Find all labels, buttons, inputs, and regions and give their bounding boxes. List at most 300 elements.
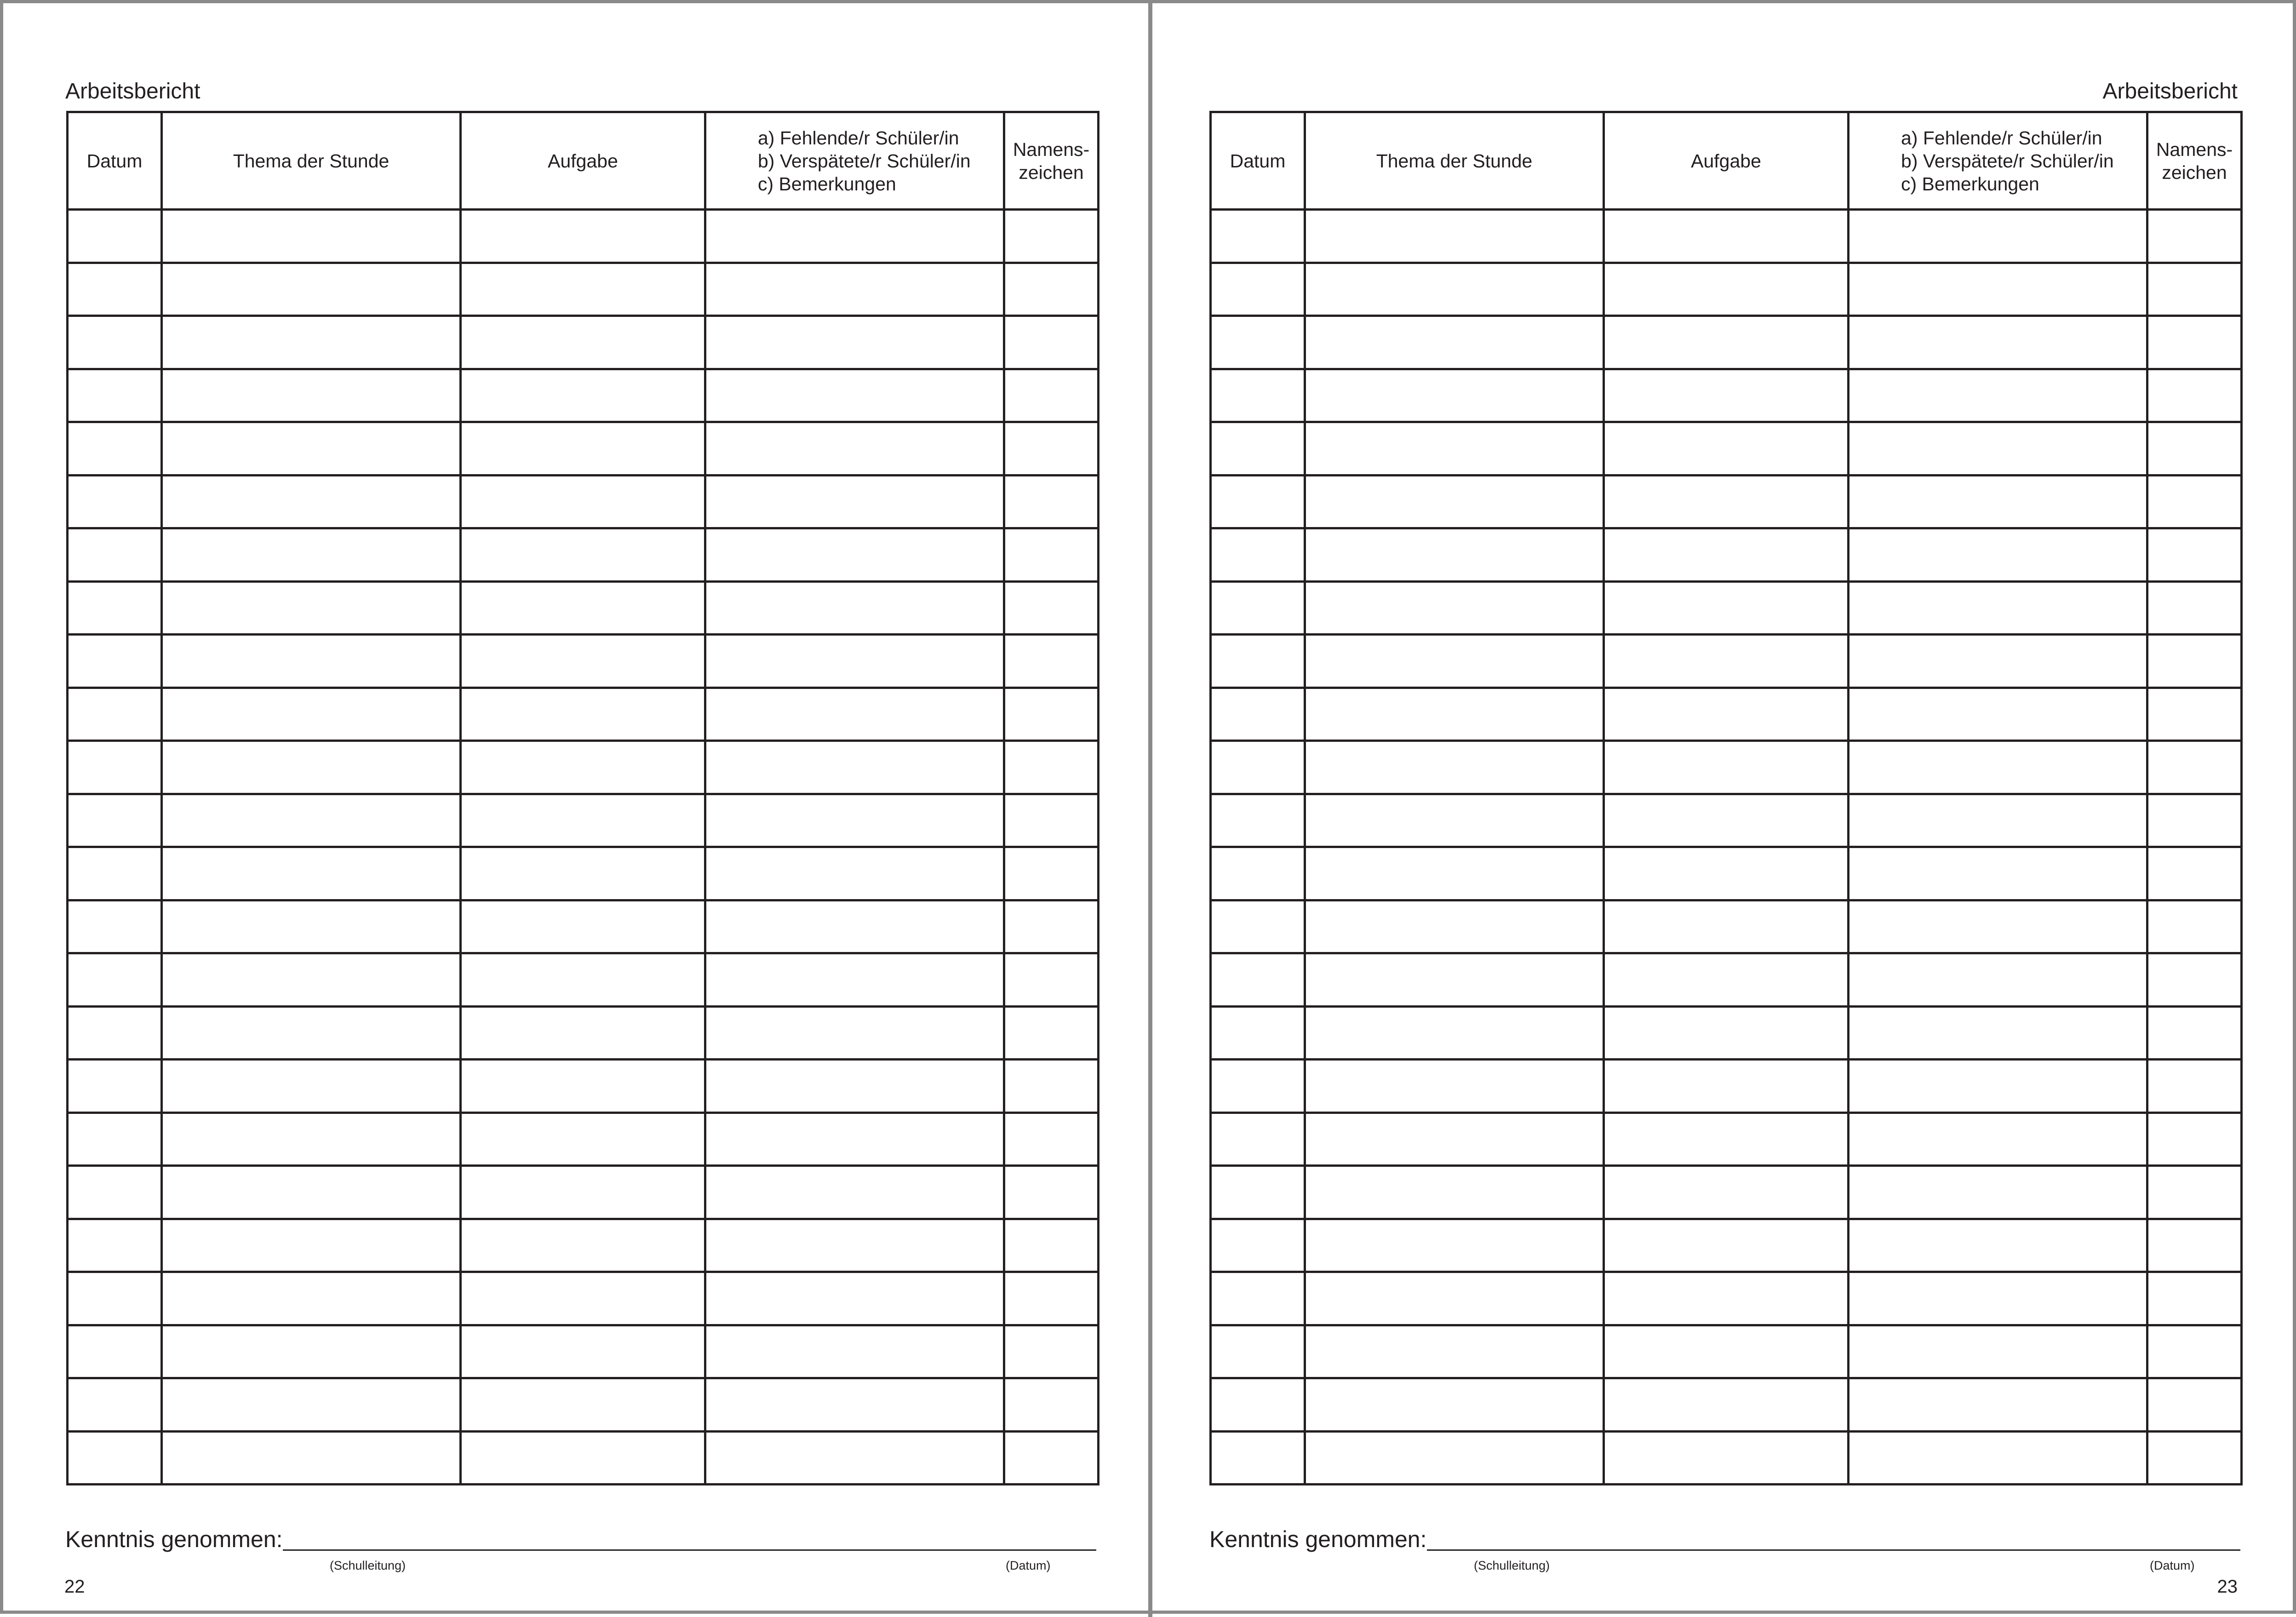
cell-datum[interactable] xyxy=(1211,316,1305,369)
cell-aufgabe[interactable] xyxy=(461,1325,705,1378)
cell-notes[interactable] xyxy=(1849,1272,2147,1325)
cell-notes[interactable] xyxy=(1849,1431,2147,1485)
cell-thema[interactable] xyxy=(162,1219,461,1272)
cell-datum[interactable] xyxy=(1211,581,1305,635)
cell-aufgabe[interactable] xyxy=(461,422,705,476)
signature-caption-school: (Schulleitung) xyxy=(1474,1559,1550,1572)
cell-namenszeichen[interactable] xyxy=(2147,635,2242,688)
cell-namenszeichen[interactable] xyxy=(2147,422,2242,476)
cell-aufgabe[interactable] xyxy=(461,528,705,582)
cell-notes[interactable] xyxy=(705,263,1004,316)
cell-aufgabe[interactable] xyxy=(1604,1219,1849,1272)
cell-aufgabe[interactable] xyxy=(1604,794,1849,847)
cell-notes[interactable] xyxy=(1849,475,2147,528)
cell-namenszeichen[interactable] xyxy=(1004,1272,1099,1325)
cell-notes[interactable] xyxy=(1849,316,2147,369)
table-row xyxy=(68,1060,1099,1113)
cell-aufgabe[interactable] xyxy=(461,1112,705,1166)
acknowledgement-area xyxy=(1209,1525,2240,1576)
cell-datum[interactable] xyxy=(1211,1006,1305,1060)
cell-datum[interactable] xyxy=(68,581,162,635)
cell-thema[interactable] xyxy=(1305,900,1604,953)
cell-notes[interactable] xyxy=(1849,528,2147,582)
cell-notes[interactable] xyxy=(705,528,1004,582)
cell-thema[interactable] xyxy=(162,1378,461,1432)
cell-thema[interactable] xyxy=(1305,1006,1604,1060)
signature-caption-school: (Schulleitung) xyxy=(330,1559,406,1572)
cell-thema[interactable] xyxy=(162,422,461,476)
cell-thema[interactable] xyxy=(1305,1112,1604,1166)
cell-aufgabe[interactable] xyxy=(1604,316,1849,369)
cell-namenszeichen[interactable] xyxy=(1004,635,1099,688)
acknowledgement-label: Kenntnis genommen: xyxy=(1209,1526,1427,1552)
column-header-namenszeichen xyxy=(2147,112,2242,210)
cell-datum[interactable] xyxy=(1211,1325,1305,1378)
table-row xyxy=(1211,1325,2242,1378)
table-row xyxy=(68,1006,1099,1060)
cell-aufgabe[interactable] xyxy=(1604,475,1849,528)
cell-thema[interactable] xyxy=(162,1272,461,1325)
cell-datum[interactable] xyxy=(1211,1112,1305,1166)
cell-aufgabe[interactable] xyxy=(461,1006,705,1060)
cell-namenszeichen[interactable] xyxy=(2147,741,2242,794)
table-row xyxy=(68,1166,1099,1219)
cell-thema[interactable] xyxy=(162,263,461,316)
column-header-aufgabe: Aufgabe xyxy=(1604,112,1849,210)
cell-datum[interactable] xyxy=(1211,1219,1305,1272)
cell-thema[interactable] xyxy=(1305,635,1604,688)
cell-aufgabe[interactable] xyxy=(1604,1378,1849,1432)
cell-namenszeichen[interactable] xyxy=(1004,263,1099,316)
cell-namenszeichen[interactable] xyxy=(1004,581,1099,635)
cell-datum[interactable] xyxy=(1211,1166,1305,1219)
cell-datum[interactable] xyxy=(68,1166,162,1219)
table-row xyxy=(1211,900,2242,953)
cell-thema[interactable] xyxy=(1305,581,1604,635)
cell-aufgabe[interactable] xyxy=(1604,1272,1849,1325)
cell-datum[interactable] xyxy=(1211,1060,1305,1113)
cell-aufgabe[interactable] xyxy=(1604,1325,1849,1378)
table-row xyxy=(1211,1112,2242,1166)
cell-datum[interactable] xyxy=(68,475,162,528)
notes-line-c: c) Bemerkungen xyxy=(758,173,896,195)
column-header-notes xyxy=(705,112,1004,210)
cell-datum[interactable] xyxy=(1211,635,1305,688)
cell-notes[interactable] xyxy=(705,422,1004,476)
signature-line[interactable] xyxy=(1427,1549,2240,1551)
namenszeichen-line-2: zeichen xyxy=(1019,161,1084,183)
cell-thema[interactable] xyxy=(1305,1272,1604,1325)
table-row xyxy=(68,847,1099,900)
cell-namenszeichen[interactable] xyxy=(1004,422,1099,476)
table-header-row xyxy=(1211,112,2242,210)
cell-namenszeichen[interactable] xyxy=(1004,1112,1099,1166)
cell-namenszeichen[interactable] xyxy=(2147,1378,2242,1432)
cell-aufgabe[interactable] xyxy=(461,900,705,953)
cell-aufgabe[interactable] xyxy=(1604,741,1849,794)
table-row xyxy=(68,581,1099,635)
acknowledgement-area xyxy=(65,1525,1096,1576)
cell-thema[interactable] xyxy=(1305,953,1604,1007)
cell-notes[interactable] xyxy=(1849,1325,2147,1378)
cell-datum[interactable] xyxy=(1211,210,1305,263)
cell-datum[interactable] xyxy=(68,1112,162,1166)
cell-notes[interactable] xyxy=(1849,1006,2147,1060)
cell-thema[interactable] xyxy=(162,1112,461,1166)
cell-thema[interactable] xyxy=(1305,263,1604,316)
table-row xyxy=(1211,422,2242,476)
table-row xyxy=(1211,688,2242,741)
cell-notes[interactable] xyxy=(705,1006,1004,1060)
cell-datum[interactable] xyxy=(68,1272,162,1325)
cell-notes[interactable] xyxy=(1849,900,2147,953)
cell-namenszeichen[interactable] xyxy=(1004,528,1099,582)
cell-thema[interactable] xyxy=(162,1060,461,1113)
table-row xyxy=(68,210,1099,263)
table-row xyxy=(1211,528,2242,582)
cell-thema[interactable] xyxy=(162,635,461,688)
cell-notes[interactable] xyxy=(1849,422,2147,476)
cell-thema[interactable] xyxy=(1305,210,1604,263)
table-row xyxy=(68,369,1099,422)
cell-datum[interactable] xyxy=(1211,263,1305,316)
cell-aufgabe[interactable] xyxy=(461,1166,705,1219)
column-header-notes xyxy=(1849,112,2147,210)
cell-datum[interactable] xyxy=(68,794,162,847)
cell-notes[interactable] xyxy=(705,1431,1004,1485)
cell-aufgabe[interactable] xyxy=(1604,1006,1849,1060)
cell-notes[interactable] xyxy=(1849,847,2147,900)
cell-notes[interactable] xyxy=(1849,210,2147,263)
cell-datum[interactable] xyxy=(68,1325,162,1378)
cell-datum[interactable] xyxy=(1211,688,1305,741)
column-header-thema: Thema der Stunde xyxy=(162,112,461,210)
cell-datum[interactable] xyxy=(1211,953,1305,1007)
cell-namenszeichen[interactable] xyxy=(2147,1166,2242,1219)
cell-datum[interactable] xyxy=(68,1219,162,1272)
cell-datum[interactable] xyxy=(1211,422,1305,476)
cell-namenszeichen[interactable] xyxy=(1004,1219,1099,1272)
cell-datum[interactable] xyxy=(1211,1272,1305,1325)
cell-aufgabe[interactable] xyxy=(461,369,705,422)
table-row xyxy=(1211,1272,2242,1325)
cell-namenszeichen[interactable] xyxy=(2147,900,2242,953)
cell-aufgabe[interactable] xyxy=(1604,422,1849,476)
notes-line-b: b) Verspätete/r Schüler/in xyxy=(758,150,971,172)
cell-notes[interactable] xyxy=(1849,741,2147,794)
cell-thema[interactable] xyxy=(1305,1378,1604,1432)
cell-aufgabe[interactable] xyxy=(461,1060,705,1113)
table-row xyxy=(1211,741,2242,794)
table-row xyxy=(1211,475,2242,528)
cell-aufgabe[interactable] xyxy=(1604,688,1849,741)
cell-namenszeichen[interactable] xyxy=(1004,316,1099,369)
cell-datum[interactable] xyxy=(68,1378,162,1432)
cell-namenszeichen[interactable] xyxy=(2147,688,2242,741)
cell-datum[interactable] xyxy=(1211,1378,1305,1432)
cell-thema[interactable] xyxy=(162,316,461,369)
cell-datum[interactable] xyxy=(68,741,162,794)
cell-aufgabe[interactable] xyxy=(1604,1166,1849,1219)
cell-notes[interactable] xyxy=(1849,1112,2147,1166)
cell-aufgabe[interactable] xyxy=(461,1272,705,1325)
cell-thema[interactable] xyxy=(1305,528,1604,582)
cell-namenszeichen[interactable] xyxy=(1004,210,1099,263)
cell-notes[interactable] xyxy=(705,316,1004,369)
cell-namenszeichen[interactable] xyxy=(2147,369,2242,422)
cell-notes[interactable] xyxy=(705,953,1004,1007)
cell-thema[interactable] xyxy=(1305,794,1604,847)
work-report-table xyxy=(1209,111,2243,1485)
cell-aufgabe[interactable] xyxy=(1604,635,1849,688)
cell-aufgabe[interactable] xyxy=(461,1378,705,1432)
cell-notes[interactable] xyxy=(705,688,1004,741)
cell-thema[interactable] xyxy=(162,1006,461,1060)
cell-datum[interactable] xyxy=(68,1060,162,1113)
cell-namenszeichen[interactable] xyxy=(2147,210,2242,263)
cell-aufgabe[interactable] xyxy=(1604,210,1849,263)
cell-thema[interactable] xyxy=(1305,1219,1604,1272)
table-body xyxy=(1211,210,2242,1485)
cell-datum[interactable] xyxy=(1211,794,1305,847)
cell-namenszeichen[interactable] xyxy=(2147,794,2242,847)
cell-namenszeichen[interactable] xyxy=(2147,1006,2242,1060)
cell-aufgabe[interactable] xyxy=(1604,847,1849,900)
cell-aufgabe[interactable] xyxy=(461,741,705,794)
cell-namenszeichen[interactable] xyxy=(2147,316,2242,369)
cell-datum[interactable] xyxy=(1211,528,1305,582)
page-title: Arbeitsbericht xyxy=(2102,79,2238,103)
cell-datum[interactable] xyxy=(68,635,162,688)
cell-thema[interactable] xyxy=(1305,1166,1604,1219)
table-row xyxy=(68,635,1099,688)
page-number: 22 xyxy=(64,1577,85,1597)
cell-thema[interactable] xyxy=(1305,741,1604,794)
cell-notes[interactable] xyxy=(705,369,1004,422)
cell-thema[interactable] xyxy=(162,847,461,900)
table-row xyxy=(68,741,1099,794)
notes-line-c: c) Bemerkungen xyxy=(1901,173,2039,195)
cell-aufgabe[interactable] xyxy=(461,847,705,900)
cell-notes[interactable] xyxy=(1849,1378,2147,1432)
cell-namenszeichen[interactable] xyxy=(1004,741,1099,794)
cell-namenszeichen[interactable] xyxy=(2147,847,2242,900)
cell-datum[interactable] xyxy=(68,210,162,263)
cell-namenszeichen[interactable] xyxy=(2147,528,2242,582)
signature-caption-date: (Datum) xyxy=(2150,1559,2195,1572)
cell-datum[interactable] xyxy=(68,1006,162,1060)
cell-notes[interactable] xyxy=(705,1325,1004,1378)
cell-aufgabe[interactable] xyxy=(1604,1112,1849,1166)
signature-line[interactable] xyxy=(283,1549,1096,1551)
cell-aufgabe[interactable] xyxy=(1604,1060,1849,1113)
cell-datum[interactable] xyxy=(68,369,162,422)
cell-aufgabe[interactable] xyxy=(1604,953,1849,1007)
cell-notes[interactable] xyxy=(1849,953,2147,1007)
table-row xyxy=(1211,635,2242,688)
table-header-row xyxy=(68,112,1099,210)
cell-aufgabe[interactable] xyxy=(1604,581,1849,635)
table-row xyxy=(1211,794,2242,847)
cell-aufgabe[interactable] xyxy=(461,635,705,688)
cell-notes[interactable] xyxy=(705,581,1004,635)
cell-datum[interactable] xyxy=(1211,741,1305,794)
cell-thema[interactable] xyxy=(162,1431,461,1485)
cell-notes[interactable] xyxy=(1849,688,2147,741)
cell-notes[interactable] xyxy=(705,1219,1004,1272)
cell-notes[interactable] xyxy=(705,900,1004,953)
cell-thema[interactable] xyxy=(1305,847,1604,900)
cell-thema[interactable] xyxy=(162,900,461,953)
column-header-thema: Thema der Stunde xyxy=(1305,112,1604,210)
page-title: Arbeitsbericht xyxy=(65,79,200,103)
cell-namenszeichen[interactable] xyxy=(1004,847,1099,900)
cell-namenszeichen[interactable] xyxy=(1004,1006,1099,1060)
cell-datum[interactable] xyxy=(1211,900,1305,953)
cell-aufgabe[interactable] xyxy=(461,316,705,369)
cell-thema[interactable] xyxy=(162,688,461,741)
cell-notes[interactable] xyxy=(1849,1060,2147,1113)
table-row xyxy=(1211,1006,2242,1060)
cell-aufgabe[interactable] xyxy=(1604,528,1849,582)
cell-thema[interactable] xyxy=(162,210,461,263)
cell-notes[interactable] xyxy=(1849,635,2147,688)
cell-namenszeichen[interactable] xyxy=(1004,794,1099,847)
cell-aufgabe[interactable] xyxy=(461,475,705,528)
cell-namenszeichen[interactable] xyxy=(1004,1325,1099,1378)
cell-thema[interactable] xyxy=(162,581,461,635)
cell-aufgabe[interactable] xyxy=(1604,369,1849,422)
cell-datum[interactable] xyxy=(1211,369,1305,422)
cell-datum[interactable] xyxy=(68,422,162,476)
table-row xyxy=(68,422,1099,476)
cell-datum[interactable] xyxy=(68,528,162,582)
table-row xyxy=(68,794,1099,847)
cell-aufgabe[interactable] xyxy=(1604,263,1849,316)
page-number: 23 xyxy=(2217,1577,2238,1597)
cell-aufgabe[interactable] xyxy=(1604,1431,1849,1485)
cell-notes[interactable] xyxy=(705,847,1004,900)
cell-notes[interactable] xyxy=(1849,794,2147,847)
cell-namenszeichen[interactable] xyxy=(1004,369,1099,422)
table-row xyxy=(68,475,1099,528)
cell-datum[interactable] xyxy=(68,1431,162,1485)
cell-thema[interactable] xyxy=(162,1325,461,1378)
cell-namenszeichen[interactable] xyxy=(1004,953,1099,1007)
cell-namenszeichen[interactable] xyxy=(1004,688,1099,741)
table-row xyxy=(68,1378,1099,1432)
cell-thema[interactable] xyxy=(162,741,461,794)
cell-notes[interactable] xyxy=(705,635,1004,688)
cell-namenszeichen[interactable] xyxy=(2147,1219,2242,1272)
cell-namenszeichen[interactable] xyxy=(1004,900,1099,953)
cell-datum[interactable] xyxy=(68,953,162,1007)
cell-thema[interactable] xyxy=(1305,422,1604,476)
cell-aufgabe[interactable] xyxy=(461,953,705,1007)
column-header-datum: Datum xyxy=(68,112,162,210)
cell-namenszeichen[interactable] xyxy=(2147,1325,2242,1378)
cell-thema[interactable] xyxy=(162,1166,461,1219)
column-header-namenszeichen xyxy=(1004,112,1099,210)
cell-thema[interactable] xyxy=(162,475,461,528)
cell-namenszeichen[interactable] xyxy=(1004,1166,1099,1219)
cell-namenszeichen[interactable] xyxy=(1004,1378,1099,1432)
cell-thema[interactable] xyxy=(1305,1325,1604,1378)
cell-notes[interactable] xyxy=(705,475,1004,528)
cell-thema[interactable] xyxy=(1305,475,1604,528)
cell-thema[interactable] xyxy=(1305,1431,1604,1485)
cell-namenszeichen[interactable] xyxy=(1004,475,1099,528)
cell-notes[interactable] xyxy=(705,1060,1004,1113)
cell-aufgabe[interactable] xyxy=(461,794,705,847)
cell-datum[interactable] xyxy=(68,263,162,316)
cell-datum[interactable] xyxy=(68,316,162,369)
cell-thema[interactable] xyxy=(162,528,461,582)
column-header-aufgabe: Aufgabe xyxy=(461,112,705,210)
cell-notes[interactable] xyxy=(705,210,1004,263)
cell-aufgabe[interactable] xyxy=(461,210,705,263)
cell-namenszeichen[interactable] xyxy=(2147,1431,2242,1485)
cell-thema[interactable] xyxy=(162,794,461,847)
cell-notes[interactable] xyxy=(705,1272,1004,1325)
cell-namenszeichen[interactable] xyxy=(1004,1060,1099,1113)
cell-notes[interactable] xyxy=(1849,1219,2147,1272)
cell-aufgabe[interactable] xyxy=(461,263,705,316)
cell-datum[interactable] xyxy=(1211,1431,1305,1485)
cell-aufgabe[interactable] xyxy=(461,1219,705,1272)
work-report-table xyxy=(66,111,1099,1485)
notes-line-a: a) Fehlende/r Schüler/in xyxy=(1901,127,2102,149)
cell-notes[interactable] xyxy=(705,1112,1004,1166)
cell-notes[interactable] xyxy=(705,1166,1004,1219)
cell-notes[interactable] xyxy=(1849,369,2147,422)
cell-aufgabe[interactable] xyxy=(461,1431,705,1485)
cell-notes[interactable] xyxy=(705,1378,1004,1432)
cell-aufgabe[interactable] xyxy=(1604,900,1849,953)
cell-datum[interactable] xyxy=(68,847,162,900)
cell-datum[interactable] xyxy=(1211,475,1305,528)
cell-datum[interactable] xyxy=(1211,847,1305,900)
cell-aufgabe[interactable] xyxy=(461,581,705,635)
cell-namenszeichen[interactable] xyxy=(2147,263,2242,316)
cell-namenszeichen[interactable] xyxy=(2147,953,2242,1007)
cell-thema[interactable] xyxy=(162,953,461,1007)
cell-thema[interactable] xyxy=(1305,688,1604,741)
cell-namenszeichen[interactable] xyxy=(1004,1431,1099,1485)
cell-thema[interactable] xyxy=(1305,316,1604,369)
cell-notes[interactable] xyxy=(705,794,1004,847)
cell-notes[interactable] xyxy=(705,741,1004,794)
table-row xyxy=(68,1112,1099,1166)
cell-thema[interactable] xyxy=(1305,1060,1604,1113)
cell-thema[interactable] xyxy=(162,369,461,422)
cell-datum[interactable] xyxy=(68,688,162,741)
cell-notes[interactable] xyxy=(1849,1166,2147,1219)
cell-notes[interactable] xyxy=(1849,263,2147,316)
cell-datum[interactable] xyxy=(68,900,162,953)
cell-notes[interactable] xyxy=(1849,581,2147,635)
cell-namenszeichen[interactable] xyxy=(2147,475,2242,528)
table-row xyxy=(1211,263,2242,316)
cell-namenszeichen[interactable] xyxy=(2147,1060,2242,1113)
cell-namenszeichen[interactable] xyxy=(2147,1112,2242,1166)
cell-namenszeichen[interactable] xyxy=(2147,1272,2242,1325)
table-body xyxy=(68,210,1099,1485)
cell-aufgabe[interactable] xyxy=(461,688,705,741)
cell-namenszeichen[interactable] xyxy=(2147,581,2242,635)
column-header-datum: Datum xyxy=(1211,112,1305,210)
cell-thema[interactable] xyxy=(1305,369,1604,422)
